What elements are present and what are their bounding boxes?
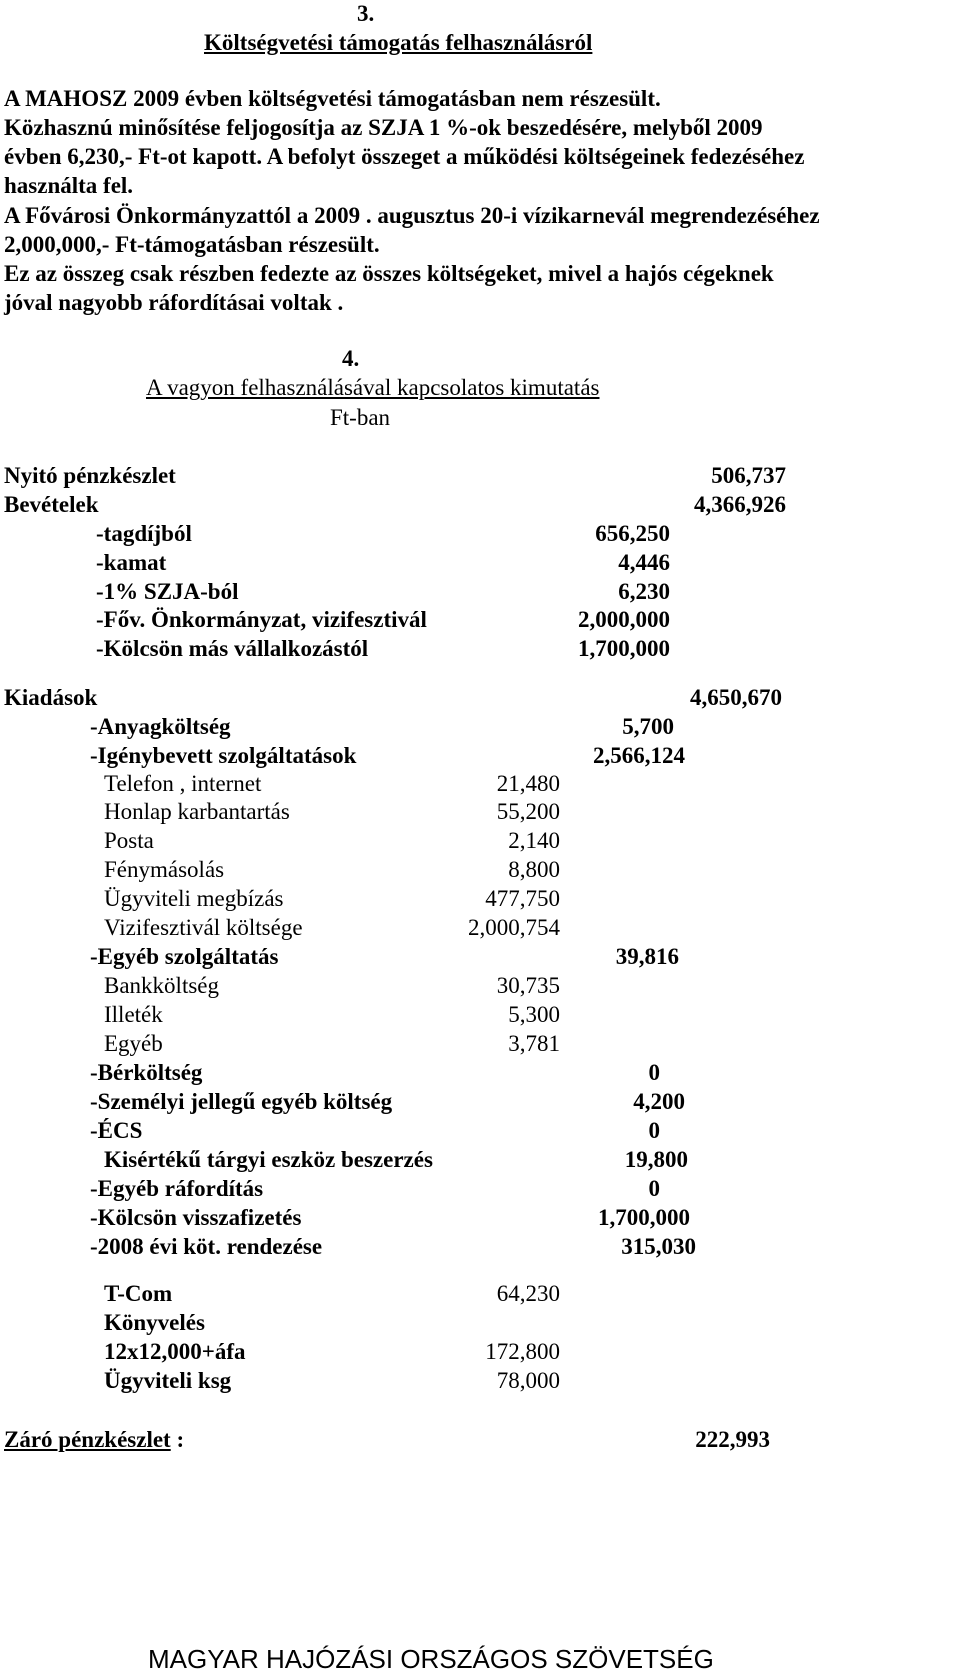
- income-item-value: 6,230: [618, 579, 670, 604]
- service-item-value: 8,800: [508, 857, 560, 882]
- paragraph-line: Közhasznú minősítése feljogosítja az SZJA 1 %-ok beszedésére, melyből 2009: [4, 115, 763, 140]
- expense-material-value: 5,700: [622, 714, 674, 739]
- settlement-item-label: Könyvelés: [104, 1310, 205, 1335]
- expense-services-value: 2,566,124: [593, 743, 685, 768]
- settlement-item-value: 78,000: [496, 1368, 560, 1393]
- expense-material-label: -Anyagköltség: [90, 714, 231, 739]
- expense-line-value: 0: [648, 1118, 660, 1143]
- opening-balance-value: 506,737: [711, 463, 786, 488]
- service-item-label: Vizifesztivál költsége: [104, 915, 303, 940]
- expense-line-value: 315,030: [621, 1234, 696, 1259]
- expense-line-label: -2008 évi köt. rendezése: [90, 1234, 323, 1259]
- paragraph-line: használta fel.: [4, 173, 134, 198]
- other-service-item-value: 5,300: [508, 1002, 560, 1027]
- settlement-item-label: 12x12,000+áfa: [104, 1339, 246, 1364]
- service-item-value: 2,140: [508, 828, 560, 853]
- paragraph-line: jóval nagyobb ráfordításai voltak .: [4, 290, 344, 315]
- section-4-title: A vagyon felhasználásával kapcsolatos kimutatás: [146, 375, 600, 400]
- expense-other-services-value: 39,816: [615, 944, 679, 969]
- expense-line-value: 1,700,000: [598, 1205, 690, 1230]
- other-service-item-label: Illeték: [104, 1002, 163, 1027]
- service-item-value: 477,750: [485, 886, 560, 911]
- income-item-label: -1% SZJA-ból: [96, 579, 239, 604]
- service-item-label: Ügyviteli megbízás: [104, 886, 284, 911]
- expenses-total: 4,650,670: [690, 685, 782, 710]
- expense-line-label: -Egyéb ráfordítás: [90, 1176, 264, 1201]
- expense-other-services-label: -Egyéb szolgáltatás: [90, 944, 279, 969]
- service-item-label: Fénymásolás: [104, 857, 225, 882]
- closing-balance-suffix: :: [170, 1427, 185, 1452]
- service-item-label: Telefon , internet: [104, 771, 262, 796]
- service-item-label: Honlap karbantartás: [104, 799, 290, 824]
- other-service-item-label: Bankköltség: [104, 973, 219, 998]
- paragraph-line: A MAHOSZ 2009 évben költségvetési támogatásban nem részesült.: [4, 86, 661, 111]
- closing-balance-label: Záró pénzkészlet: [4, 1427, 171, 1452]
- paragraph-line: A Fővárosi Önkormányzattól a 2009 . augusztus 20-i vízikarnevál megrendezéséhez: [4, 203, 820, 228]
- expenses-label: Kiadások: [4, 685, 98, 710]
- closing-balance-value: 222,993: [695, 1427, 770, 1452]
- income-label: Bevételek: [4, 492, 99, 517]
- expense-line-value: 0: [648, 1176, 660, 1201]
- expense-line-value: 4,200: [633, 1089, 685, 1114]
- paragraph-line: évben 6,230,- Ft-ot kapott. A befolyt összeget a működési költségeinek fedezéséhez: [4, 144, 805, 169]
- service-item-label: Posta: [104, 828, 154, 853]
- settlement-item-value: 64,230: [496, 1281, 560, 1306]
- other-service-item-value: 30,735: [496, 973, 560, 998]
- income-item-value: 4,446: [618, 550, 670, 575]
- expense-services-label: -Igénybevett szolgáltatások: [90, 743, 357, 768]
- service-item-value: 55,200: [496, 799, 560, 824]
- opening-balance-label: Nyitó pénzkészlet: [4, 463, 176, 488]
- income-item-value: 1,700,000: [578, 636, 670, 661]
- income-total: 4,366,926: [694, 492, 786, 517]
- expense-line-label: Kisértékű tárgyi eszköz beszerzés: [104, 1147, 433, 1172]
- income-item-value: 2,000,000: [578, 607, 670, 632]
- closing-balance-row: [4, 1428, 184, 1451]
- section-3-number: 3.: [357, 1, 375, 26]
- other-service-item-value: 3,781: [508, 1031, 560, 1056]
- service-item-value: 2,000,754: [468, 915, 560, 940]
- section-3-title: Költségvetési támogatás felhasználásról: [204, 30, 593, 55]
- settlement-item-label: T-Com: [104, 1281, 173, 1306]
- section-4-number: 4.: [342, 346, 360, 371]
- income-item-label: -tagdíjból: [96, 521, 192, 546]
- expense-line-label: -ÉCS: [90, 1118, 143, 1143]
- income-item-label: -Főv. Önkormányzat, vizifesztivál: [96, 607, 427, 632]
- expense-line-label: -Kölcsön visszafizetés: [90, 1205, 302, 1230]
- service-item-value: 21,480: [496, 771, 560, 796]
- income-item-value: 656,250: [595, 521, 670, 546]
- expense-line-value: 19,800: [624, 1147, 688, 1172]
- section-4-unit: Ft-ban: [330, 405, 391, 430]
- expense-line-label: -Bérköltség: [90, 1060, 203, 1085]
- settlement-item-value: 172,800: [485, 1339, 560, 1364]
- other-service-item-label: Egyéb: [104, 1031, 163, 1056]
- paragraph-line: Ez az összeg csak részben fedezte az összes költségeket, mivel a hajós cégeknek: [4, 261, 774, 286]
- footer-organization-name: MAGYAR HAJÓZÁSI ORSZÁGOS SZÖVETSÉG: [148, 1644, 714, 1674]
- expense-line-value: 0: [648, 1060, 660, 1085]
- settlement-item-label: Ügyviteli ksg: [104, 1368, 232, 1393]
- income-item-label: -Kölcsön más vállalkozástól: [96, 636, 369, 661]
- paragraph-line: 2,000,000,- Ft-támogatásban részesült.: [4, 232, 380, 257]
- expense-line-label: -Személyi jellegű egyéb költség: [90, 1089, 393, 1114]
- income-item-label: -kamat: [96, 550, 167, 575]
